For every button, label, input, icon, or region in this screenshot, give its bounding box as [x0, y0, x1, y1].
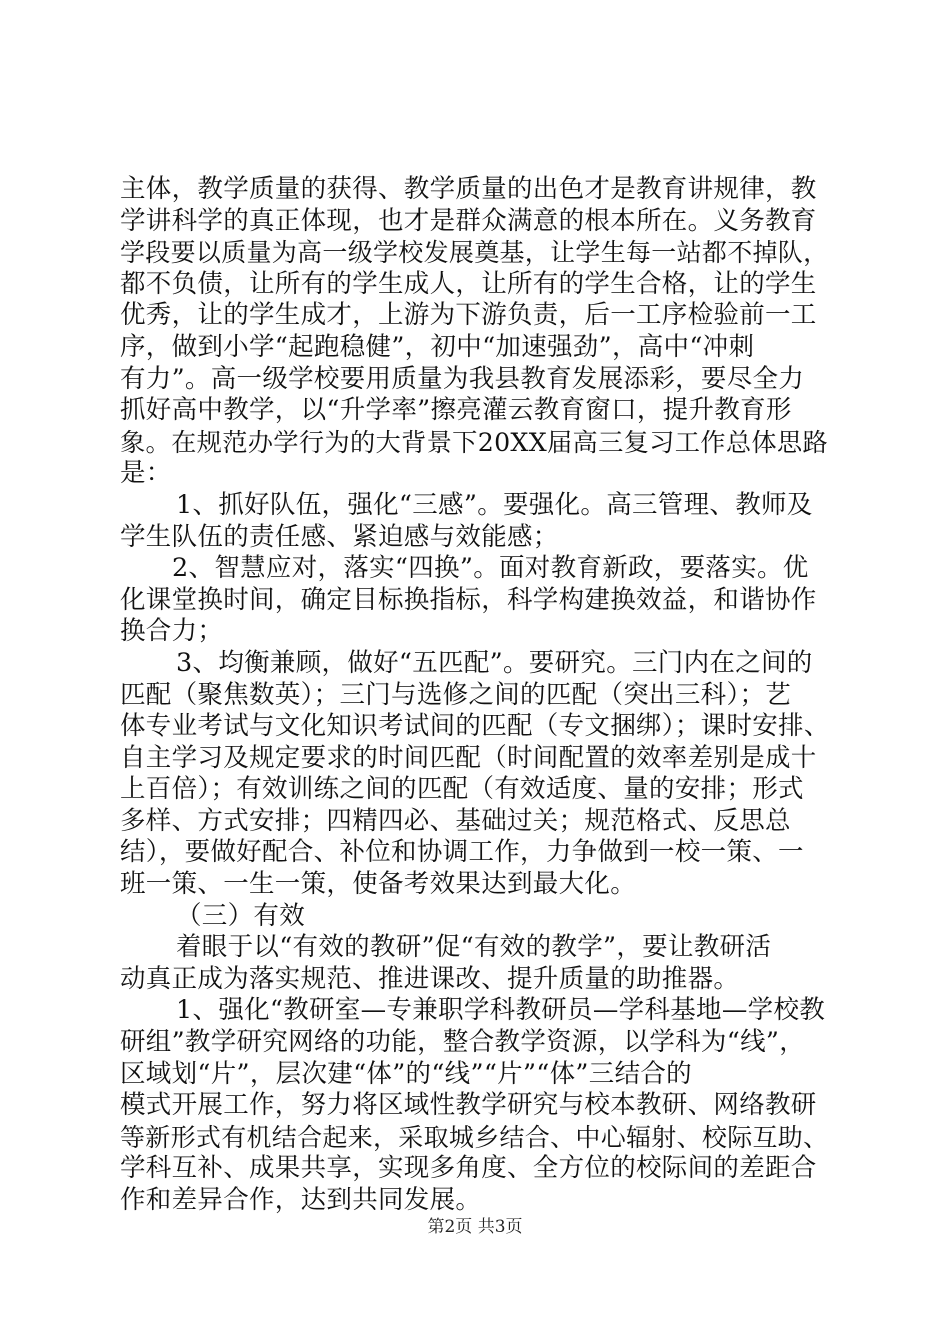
- text-line: 换合力；: [120, 616, 224, 647]
- text-line: 学生队伍的责任感、紧迫感与效能感；: [120, 521, 559, 552]
- text-line: 结），要做好配合、补位和协调工作，力争做到一校一策、一: [120, 837, 804, 868]
- text-line: 有力”。高一级学校要用质量为我县教育发展添彩，要尽全力: [120, 363, 805, 394]
- text-line: 班一策、一生一策，使备考效果达到最大化。: [120, 869, 637, 900]
- text-line: 学段要以质量为高一级学校发展奠基，让学生每一站都不掉队，: [120, 238, 829, 268]
- text-line: 学讲科学的真正体现，也才是群众满意的根本所在。义务教育: [120, 205, 817, 236]
- paragraph-start-line: 3、均衡兼顾，做好“五匹配”。要研究。三门内在之间的: [176, 647, 813, 678]
- paragraph-start-line: 着眼于以“有效的教研”促“有效的教学”，要让教研活: [176, 932, 772, 963]
- text-line: 优秀，让的学生成才，上游为下游负责，后一工序检验前一工: [120, 300, 817, 331]
- paragraph-start-line: 2、智慧应对，落实“四换”。面对教育新政，要落实。优: [172, 553, 809, 584]
- text-line: 区域划“片”，层次建“体”的“线”“片”“体”三结合的: [120, 1058, 692, 1089]
- text-line: 化课堂换时间，确定目标换指标，科学构建换效益，和谐协作: [120, 584, 817, 615]
- text-line: 自主学习及规定要求的时间匹配（时间配置的效率差别是成十: [120, 742, 817, 773]
- text-line: 等新形式有机结合起来，采取城乡结合、中心辐射、校际互助、: [120, 1122, 829, 1152]
- text-line: 象。在规范办学行为的大背景下20XX届高三复习工作总体思路: [120, 427, 829, 457]
- text-line: 模式开展工作，努力将区域性教学研究与校本教研、网络教研: [120, 1090, 817, 1121]
- paragraph-start-line: 1、强化“教研室—专兼职学科教研员—学科基地—学校教: [176, 995, 826, 1026]
- page-number-footer: 第2页 共3页: [427, 1217, 523, 1237]
- text-line: 动真正成为落实规范、推进课改、提升质量的助推器。: [120, 963, 740, 994]
- text-line: 多样、方式安排；四精四必、基础过关；规范格式、反思总: [120, 805, 791, 836]
- section-heading: （三）有效: [176, 900, 306, 931]
- document-body: [120, 174, 832, 1217]
- text-line: 主体，教学质量的获得、教学质量的出色才是教育讲规律，教: [120, 174, 817, 204]
- text-line: 研组”教学研究网络的功能，整合教学资源，以学科为“线”，: [120, 1027, 806, 1058]
- text-line: 是：: [120, 458, 172, 489]
- paragraph-start-line: 1、抓好队伍，强化“三感”。要强化。高三管理、教师及: [176, 489, 813, 520]
- text-line: 匹配（聚焦数英）；三门与选修之间的匹配（突出三科）；艺: [120, 679, 792, 710]
- text-line: 都不负债，让所有的学生成人，让所有的学生合格，让的学生: [120, 268, 817, 299]
- text-line: 学科互补、成果共享，实现多角度、全方位的校际间的差距合: [120, 1153, 817, 1184]
- text-line: 上百倍）；有效训练之间的匹配（有效适度、量的安排；形式: [120, 774, 804, 805]
- text-line: 序，做到小学“起跑稳健”，初中“加速强劲”，高中“冲刺: [120, 331, 755, 362]
- text-line: 作和差异合作，达到共同发展。: [120, 1185, 482, 1215]
- text-line: 抓好高中教学，以“升学率”擦亮灌云教育窗口，提升教育形: [120, 395, 792, 426]
- text-line: 体专业考试与文化知识考试间的匹配（专文捆绑）；课时安排、: [120, 711, 830, 742]
